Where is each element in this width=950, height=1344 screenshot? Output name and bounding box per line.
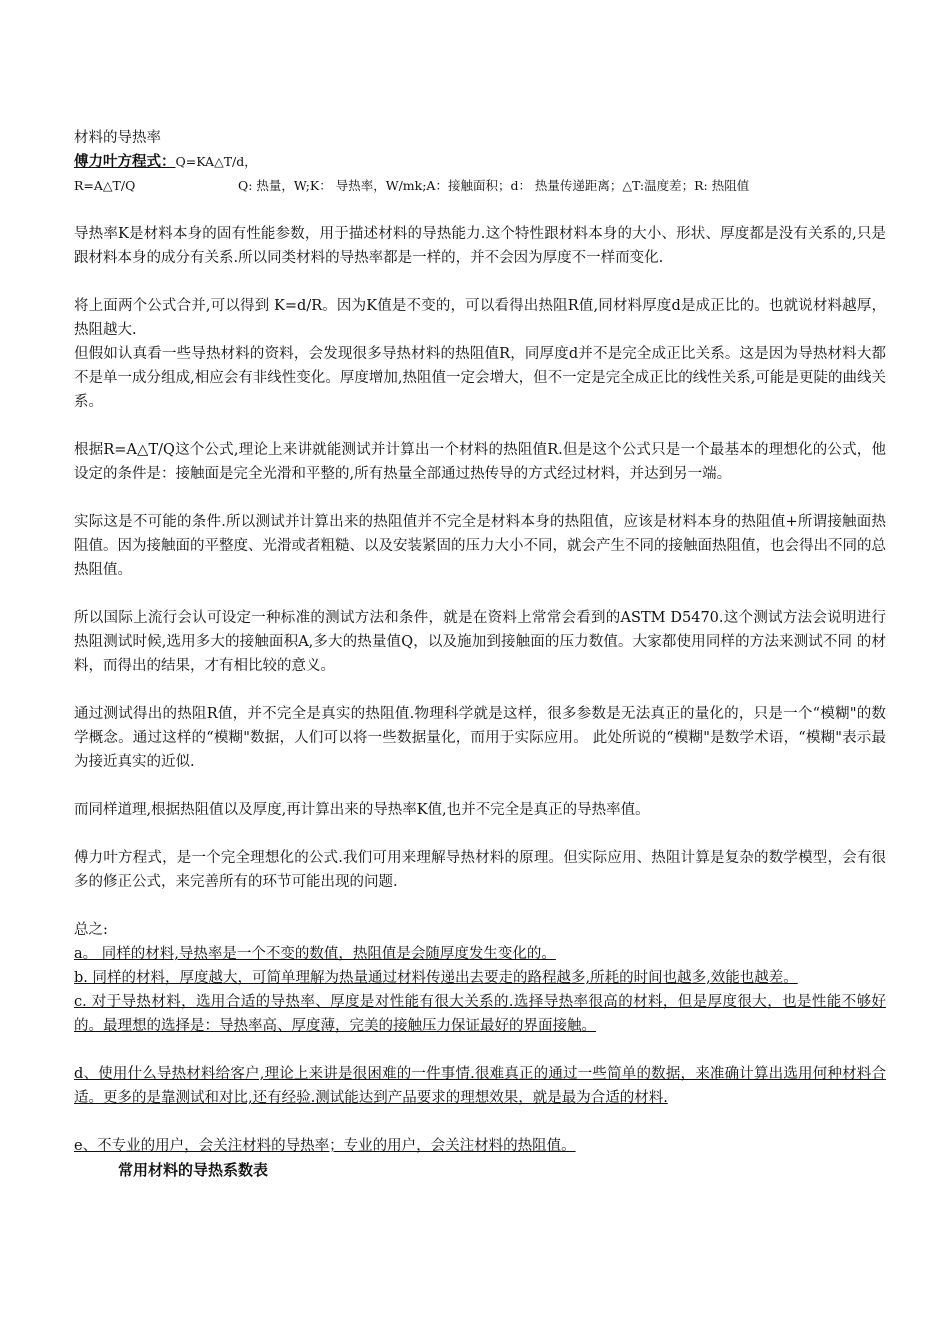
paragraph-astm-standard: 所以国际上流行会认可设定一种标准的测试方法和条件，就是在资料上常常会看到的ASTM D5470.这个测试方法会说明进行热阻测试时候,选用多大的接触面积A,多大的热量值Q，以及施加到接触面的压力数值。大家都使用同样的方法来测试不同 的材料，而得出的结果，才有相比较的意义。	[74, 610, 886, 674]
document-body	[74, 126, 886, 1182]
fourier-formula: Q=KA△T/d，	[175, 154, 257, 169]
paragraph-fuzzy-concept: 通过测试得出的热阻R值，并不完全是真实的热阻值.物理科学就是这样，很多参数是无法真正的量化的，只是一个“模糊"的数学概念。通过这样的“模糊"数据，人们可以将一些数据量化，而用于实际应用。 此处所说的“模糊"是数学术语，“模糊"表示最为接近真实的近似.	[74, 706, 886, 770]
summary-item-d: d、使用什么导热材料给客户,理论上来讲是很困难的一件事情.很难真正的通过一些简单的数据，来准确计算出选用何种材料合适。更多的是靠测试和对比,还有经验.测试能达到产品要求的理想效果，就是最为合适的材料.	[74, 1066, 886, 1106]
summary-item-b: b. 同样的材料，厚度越大，可简单理解为热量通过材料传递出去要走的路程越多,所耗的时间也越多,效能也越差。	[74, 970, 798, 986]
table-title: 常用材料的导热系数表	[118, 1161, 269, 1179]
summary-item-c: c. 对于导热材料，选用合适的导热率、厚度是对性能有很大关系的.选择导热率很高的材料，但是厚度很大，也是性能不够好的。最理想的选择是：导热率高、厚度薄，完美的接触压力保证最好的界面接触。	[74, 994, 886, 1034]
paragraph-contact-resistance: 实际这是不可能的条件.所以测试并计算出来的热阻值并不完全是材料本身的热阻值，应该是材料本身的热阻值+所谓接触面热阻值。因为接触面的平整度、光滑或者粗糙、以及安装紧固的压力大小不同，就会产生不同的接触面热阻值，也会得出不同的总热阻值。	[74, 514, 886, 578]
paragraph-ideal-formula: 根据R=A△T/Q这个公式,理论上来讲就能测试并计算出一个材料的热阻值R.但是这个公式只是一个最基本的理想化的公式，他设定的条件是：接触面是完全光滑和平整的,所有热量全部通过热传导的方式经过材料，并达到另一端。	[74, 442, 886, 482]
fourier-label: 傅力叶方程式：	[74, 153, 176, 170]
document-title: 材料的导热率	[74, 130, 161, 146]
paragraph-formula-merge: 将上面两个公式合并,可以得到 K=d/R。因为K值是不变的，可以看得出热阻R值,同材料厚度d是成正比的。也就说材料越厚，热阻越大.	[74, 298, 886, 338]
resistance-formula: R=A△T/Q	[74, 178, 136, 193]
fourier-equation-line	[74, 150, 886, 174]
paragraph-fourier-ideal: 傅力叶方程式，是一个完全理想化的公式.我们可用来理解导热材料的原理。但实际应用、热阻计算是复杂的数学模型，会有很多的修正公式，来完善所有的环节可能出现的问题.	[74, 850, 886, 890]
paragraph-conductivity-definition: 导热率K是材料本身的固有性能参数，用于描述材料的导热能力.这个特性跟材料本身的大小、形状、厚度都是没有关系的,只是跟材料本身的成分有关系.所以同类材料的导热率都是一样的，并不会因为厚度不一样而变化.	[74, 226, 886, 266]
summary-item-a: a。 同样的材料,导热率是一个不变的数值，热阻值是会随厚度发生变化的。	[74, 946, 556, 962]
summary-heading: 总之:	[74, 922, 108, 938]
formula-definitions-line	[74, 174, 886, 198]
paragraph-nonlinear: 但假如认真看一些导热材料的资料，会发现很多导热材料的热阻值R，同厚度d并不是完全成正比关系。这是因为导热材料大都不是单一成分组成,相应会有非线性变化。厚度增加,热阻值一定会增大，但不一定是完全成正比的线性关系,可能是更陡的曲线关系。	[74, 346, 886, 410]
paragraph-conductivity-value: 而同样道理,根据热阻值以及厚度,再计算出来的导热率K值,也并不完全是真正的导热率值。	[74, 802, 650, 818]
summary-item-e: e、不专业的用户，会关注材料的导热率；专业的用户，会关注材料的热阻值。	[74, 1138, 576, 1154]
variable-definitions: Q: 热量，W;K： 导热率，W/mk;A：接触面积；d： 热量传递距离；△T:温度差；R: 热阻值	[238, 178, 750, 193]
